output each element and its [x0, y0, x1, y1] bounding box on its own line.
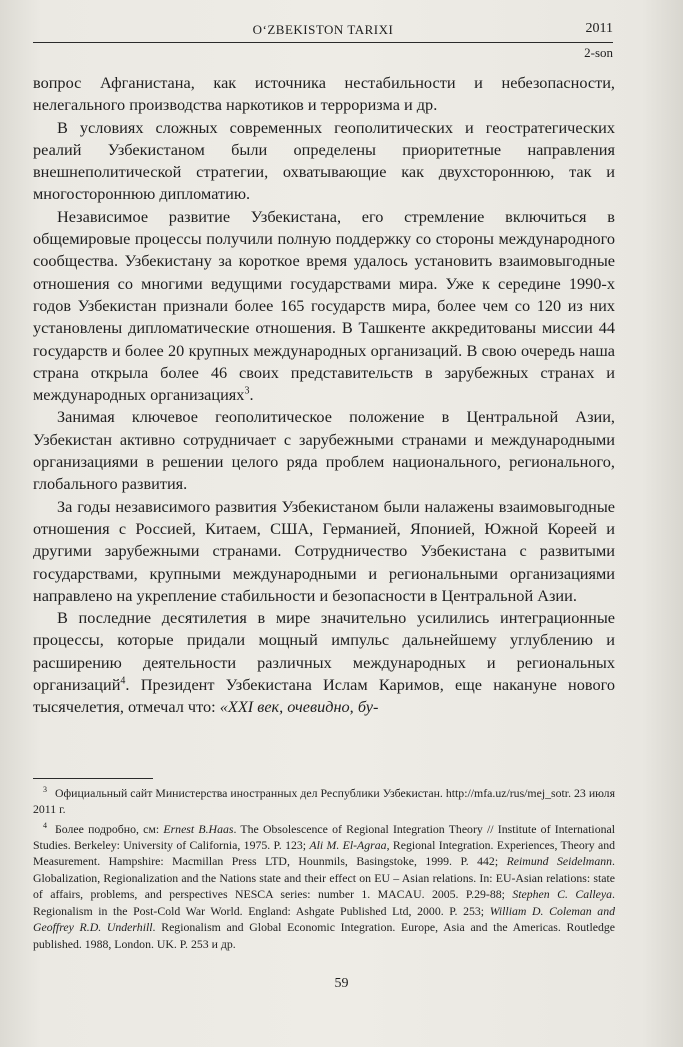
citation-author: Stephen C. Calleya — [512, 887, 613, 902]
header-year: 2011 — [585, 21, 613, 36]
paragraph — [33, 206, 615, 407]
paragraph-text: Независимое развитие Узбекистана, его стремление включиться в общемировые процессы получили полную поддержку со стороны международного сообщества. Узбекистану за короткое время удалось установить взаимовыгодные отношения со многими ведущими государствами мира. Уже к середине 1990-х годов Узбекистан признали более 165 государств мира, более чем со 120 из них установлены дипломатические отношения. В Ташкенте аккредитованы миссии 44 государств и более 20 крупных международных организаций. В свою очередь наша страна открыла более 46 своих представительств в зарубежных странах и международных организациях — [33, 206, 615, 405]
running-header — [33, 20, 613, 43]
footnote-text: . Regionalism and Global Economic Integration. Europe, Asia and the Americas. Routledge published. 1988, London. UK. P. 253 и др. — [33, 920, 615, 951]
paragraph: За годы независимого развития Узбекистаном были налажены взаимовыгодные отношения с Россией, Китаем, США, Германией, Японией, Южной Кореей и другими зарубежными странами. Сотрудничество Узбекистана с развитыми государствами, крупными международными и региональными организациями направлено на укрепление стабильности и безопасности в Центральной Азии. — [33, 496, 615, 605]
footnote-number: 3 — [43, 785, 47, 794]
paragraph-text: . — [249, 385, 254, 405]
header-issue: 2-son — [584, 45, 613, 60]
paragraph-text: В последние десятилетия в мире значительно усилились интеграционные процессы, которые придали мощный импульс дальнейшему углублению и расширению деятельности различных международных и региональных организаций — [33, 608, 615, 695]
footnote-3 — [33, 782, 615, 818]
journal-title: O‘ZBEKISTON TARIXI — [252, 22, 394, 37]
paragraph — [33, 607, 615, 718]
footnotes — [33, 782, 615, 952]
footnote-ref: 3 — [244, 385, 250, 397]
page-number: 59 — [334, 976, 349, 991]
paragraph: вопрос Афганистана, как источника нестабильности и небезопасности, нелегального производства наркотиков и терроризма и др. — [33, 73, 615, 115]
paragraph: Занимая ключевое геополитическое положение в Центральной Азии, Узбекистан активно сотрудничает с зарубежными странами и международными организациями в решении целого ряда проблем национального, регионального, глобального развития. — [33, 407, 615, 494]
footnote-text: . Regionalism in the Post-Cold War World. England: Ashgate Published Ltd, 2000. P. 253; — [33, 887, 615, 918]
citation-author: Ernest B.Haas — [163, 821, 234, 836]
footnote-text: . The Obsolescence of Regional Integration Theory // Institute of International Studies. Berkeley: University of California, 1975. P. 123; — [33, 821, 615, 853]
footnote-text: Более подробно, см: — [55, 821, 164, 836]
footnote-number: 4 — [43, 820, 47, 830]
citation-author: Ali M. El-Agraa — [309, 838, 387, 853]
footnote-text: Официальный сайт Министерства иностранных дел Республики Узбекистан. http://mfa.uz/rus/mej_sotr. 23 июля 2011 г. — [33, 785, 615, 817]
paragraph: В условиях сложных современных геополитических и геостратегических реалий Узбекистаном были определены приоритетные направления внешнеполитической стратегии, охватывающие как двухстороннюю, так и многостороннюю дипломатию. — [33, 117, 615, 204]
citation-author: William D. Coleman and Geoffrey R.D. Underhill — [33, 903, 616, 935]
footnote-separator — [33, 778, 153, 779]
quote-text: «XXI век, очевидно, бу- — [219, 697, 379, 717]
footnote-text: , Regional Integration. Experiences, Theory and Measurement. Hampshire: Macmillan Press LTD, Hounmils, Basingstoke, 1999. P. 442; — [33, 838, 616, 869]
paragraph-text: . Президент Узбекистана Ислам Каримов, еще накануне нового тысячелетия, отмечал что: — [33, 675, 615, 717]
footnote-text: . Globalization, Regionalization and the Nations state and their effect on EU – Asian relations. In: EU-Asian relations: state of affairs, problems, and perspectives NESCA series: number 1. MACAU. 2005. P.29-88; — [33, 854, 615, 902]
body-text — [33, 72, 615, 719]
footnote-ref: 4 — [120, 675, 126, 687]
footnote-4 — [33, 818, 615, 952]
citation-author: Reimund Seidelmann — [506, 854, 613, 869]
